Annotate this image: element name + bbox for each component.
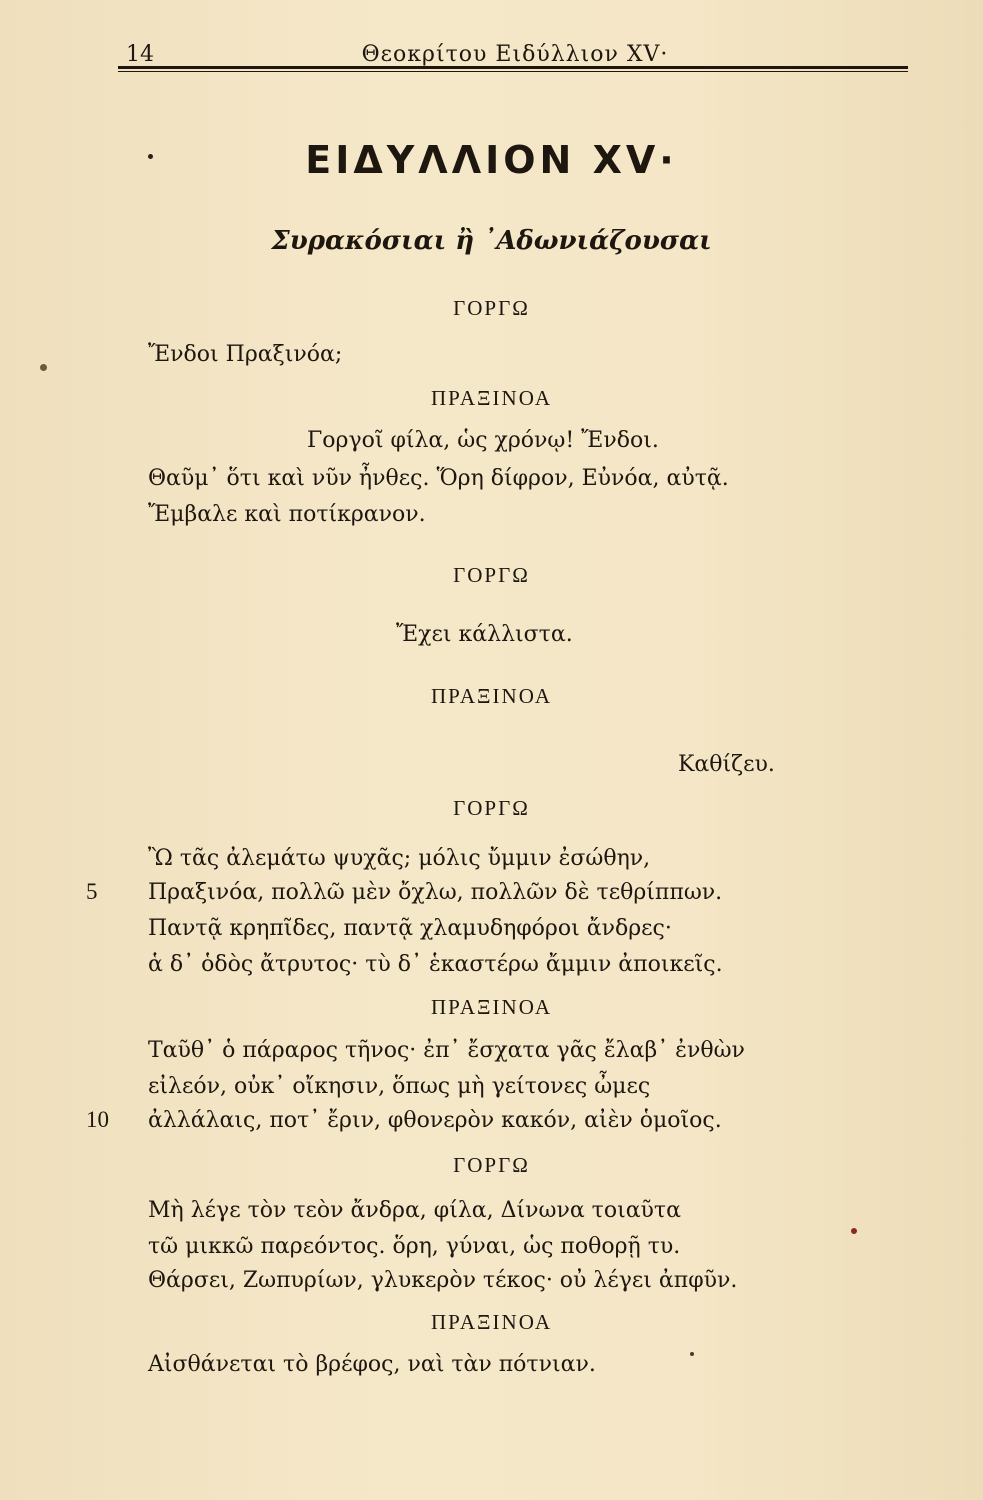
header-rule (118, 66, 908, 69)
verse-line: εἰλεόν, οὐκ᾽ οἴκησιν, ὅπως μὴ γείτονες ὦμες (148, 1074, 651, 1099)
speaker-praxinoa: ΠΡΑΞΙΝΟΑ (430, 995, 553, 1019)
speaker-gorgo: ΓΟΡΓΩ (453, 296, 530, 320)
verse-line: Πραξινόα, πολλῶ μὲν ὄχλω, πολλῶν δὲ τεθρίππων. (148, 880, 723, 905)
verse-line: Ἔνδοι Πραξινόα; (148, 342, 343, 367)
verse-line: Παντᾷ κρηπῖδες, παντᾷ χλαμυδηφόροι ἄνδρες· (148, 916, 672, 941)
speaker-praxinoa: ΠΡΑΞΙΝΟΑ (430, 386, 553, 410)
line-number: 5 (86, 879, 98, 904)
header-rule-thin (118, 71, 908, 72)
verse-line: Ὢ τᾶς ἀλεμάτω ψυχᾶς; μόλις ὔμμιν ἐσώθην, (148, 846, 651, 871)
verse-line: Αἰσθάνεται τὸ βρέφος, ναὶ τὰν πότνιαν. (148, 1352, 596, 1377)
verse-line: Θαῦμ᾽ ὅτι καὶ νῦν ἦνθες. Ὅρη δίφρον, Εὐνόα, αὐτᾷ. (148, 466, 729, 491)
verse-line: Μὴ λέγε τὸν τεὸν ἄνδρα, φίλα, Δίνωνα τοιαῦτα (148, 1198, 681, 1223)
verse-line: Ἔμβαλε καὶ ποτίκρανον. (148, 502, 426, 527)
ink-speck (851, 1228, 857, 1234)
verse-line: ἁ δ᾽ ὁδὸς ἄτρυτος· τὺ δ᾽ ἑκαστέρω ἄμμιν ἀποικεῖς. (148, 952, 723, 977)
page-number: 14 (126, 42, 154, 67)
verse-line: Θάρσει, Ζωπυρίων, γλυκερὸν τέκος· οὐ λέγει ἀπφῦν. (148, 1268, 738, 1293)
idyll-subtitle: Συρακόσιαι ἢ ᾿Αδωνιάζουσαι (271, 226, 712, 256)
ink-speck (690, 1352, 694, 1356)
verse-line: Καθίζευ. (678, 752, 775, 777)
speaker-gorgo: ΓΟΡΓΩ (453, 1153, 530, 1177)
verse-line: Ἔχει κάλλιστα. (396, 622, 573, 647)
verse-line: Γοργοῖ φίλα, ὡς χρόνῳ! Ἔνδοι. (307, 428, 659, 453)
running-header (120, 38, 910, 68)
speaker-gorgo: ΓΟΡΓΩ (453, 796, 530, 820)
verse-line: τῶ μικκῶ παρεόντος. ὅρη, γύναι, ὡς ποθορῇ τυ. (148, 1234, 681, 1259)
speaker-praxinoa: ΠΡΑΞΙΝΟΑ (430, 1310, 553, 1334)
verse-line: ἀλλάλαις, ποτ᾽ ἔριν, φθονερὸν κακόν, αἰὲν ὁμοῖος. (148, 1108, 722, 1133)
idyll-title: ΕΙΔΥΛΛΙΟΝ XV· (305, 138, 678, 182)
ink-speck (40, 364, 47, 371)
running-title: Θεοκρίτου Ειδύλλιον ΧV· (361, 42, 669, 67)
speaker-gorgo: ΓΟΡΓΩ (453, 563, 530, 587)
verse-line: Ταῦθ᾽ ὁ πάραρος τῆνος· ἐπ᾽ ἔσχατα γᾶς ἔλαβ᾽ ἐνθὼν (148, 1038, 745, 1063)
speaker-praxinoa: ΠΡΑΞΙΝΟΑ (430, 684, 553, 708)
line-number: 10 (86, 1107, 109, 1132)
ink-speck (148, 154, 153, 159)
